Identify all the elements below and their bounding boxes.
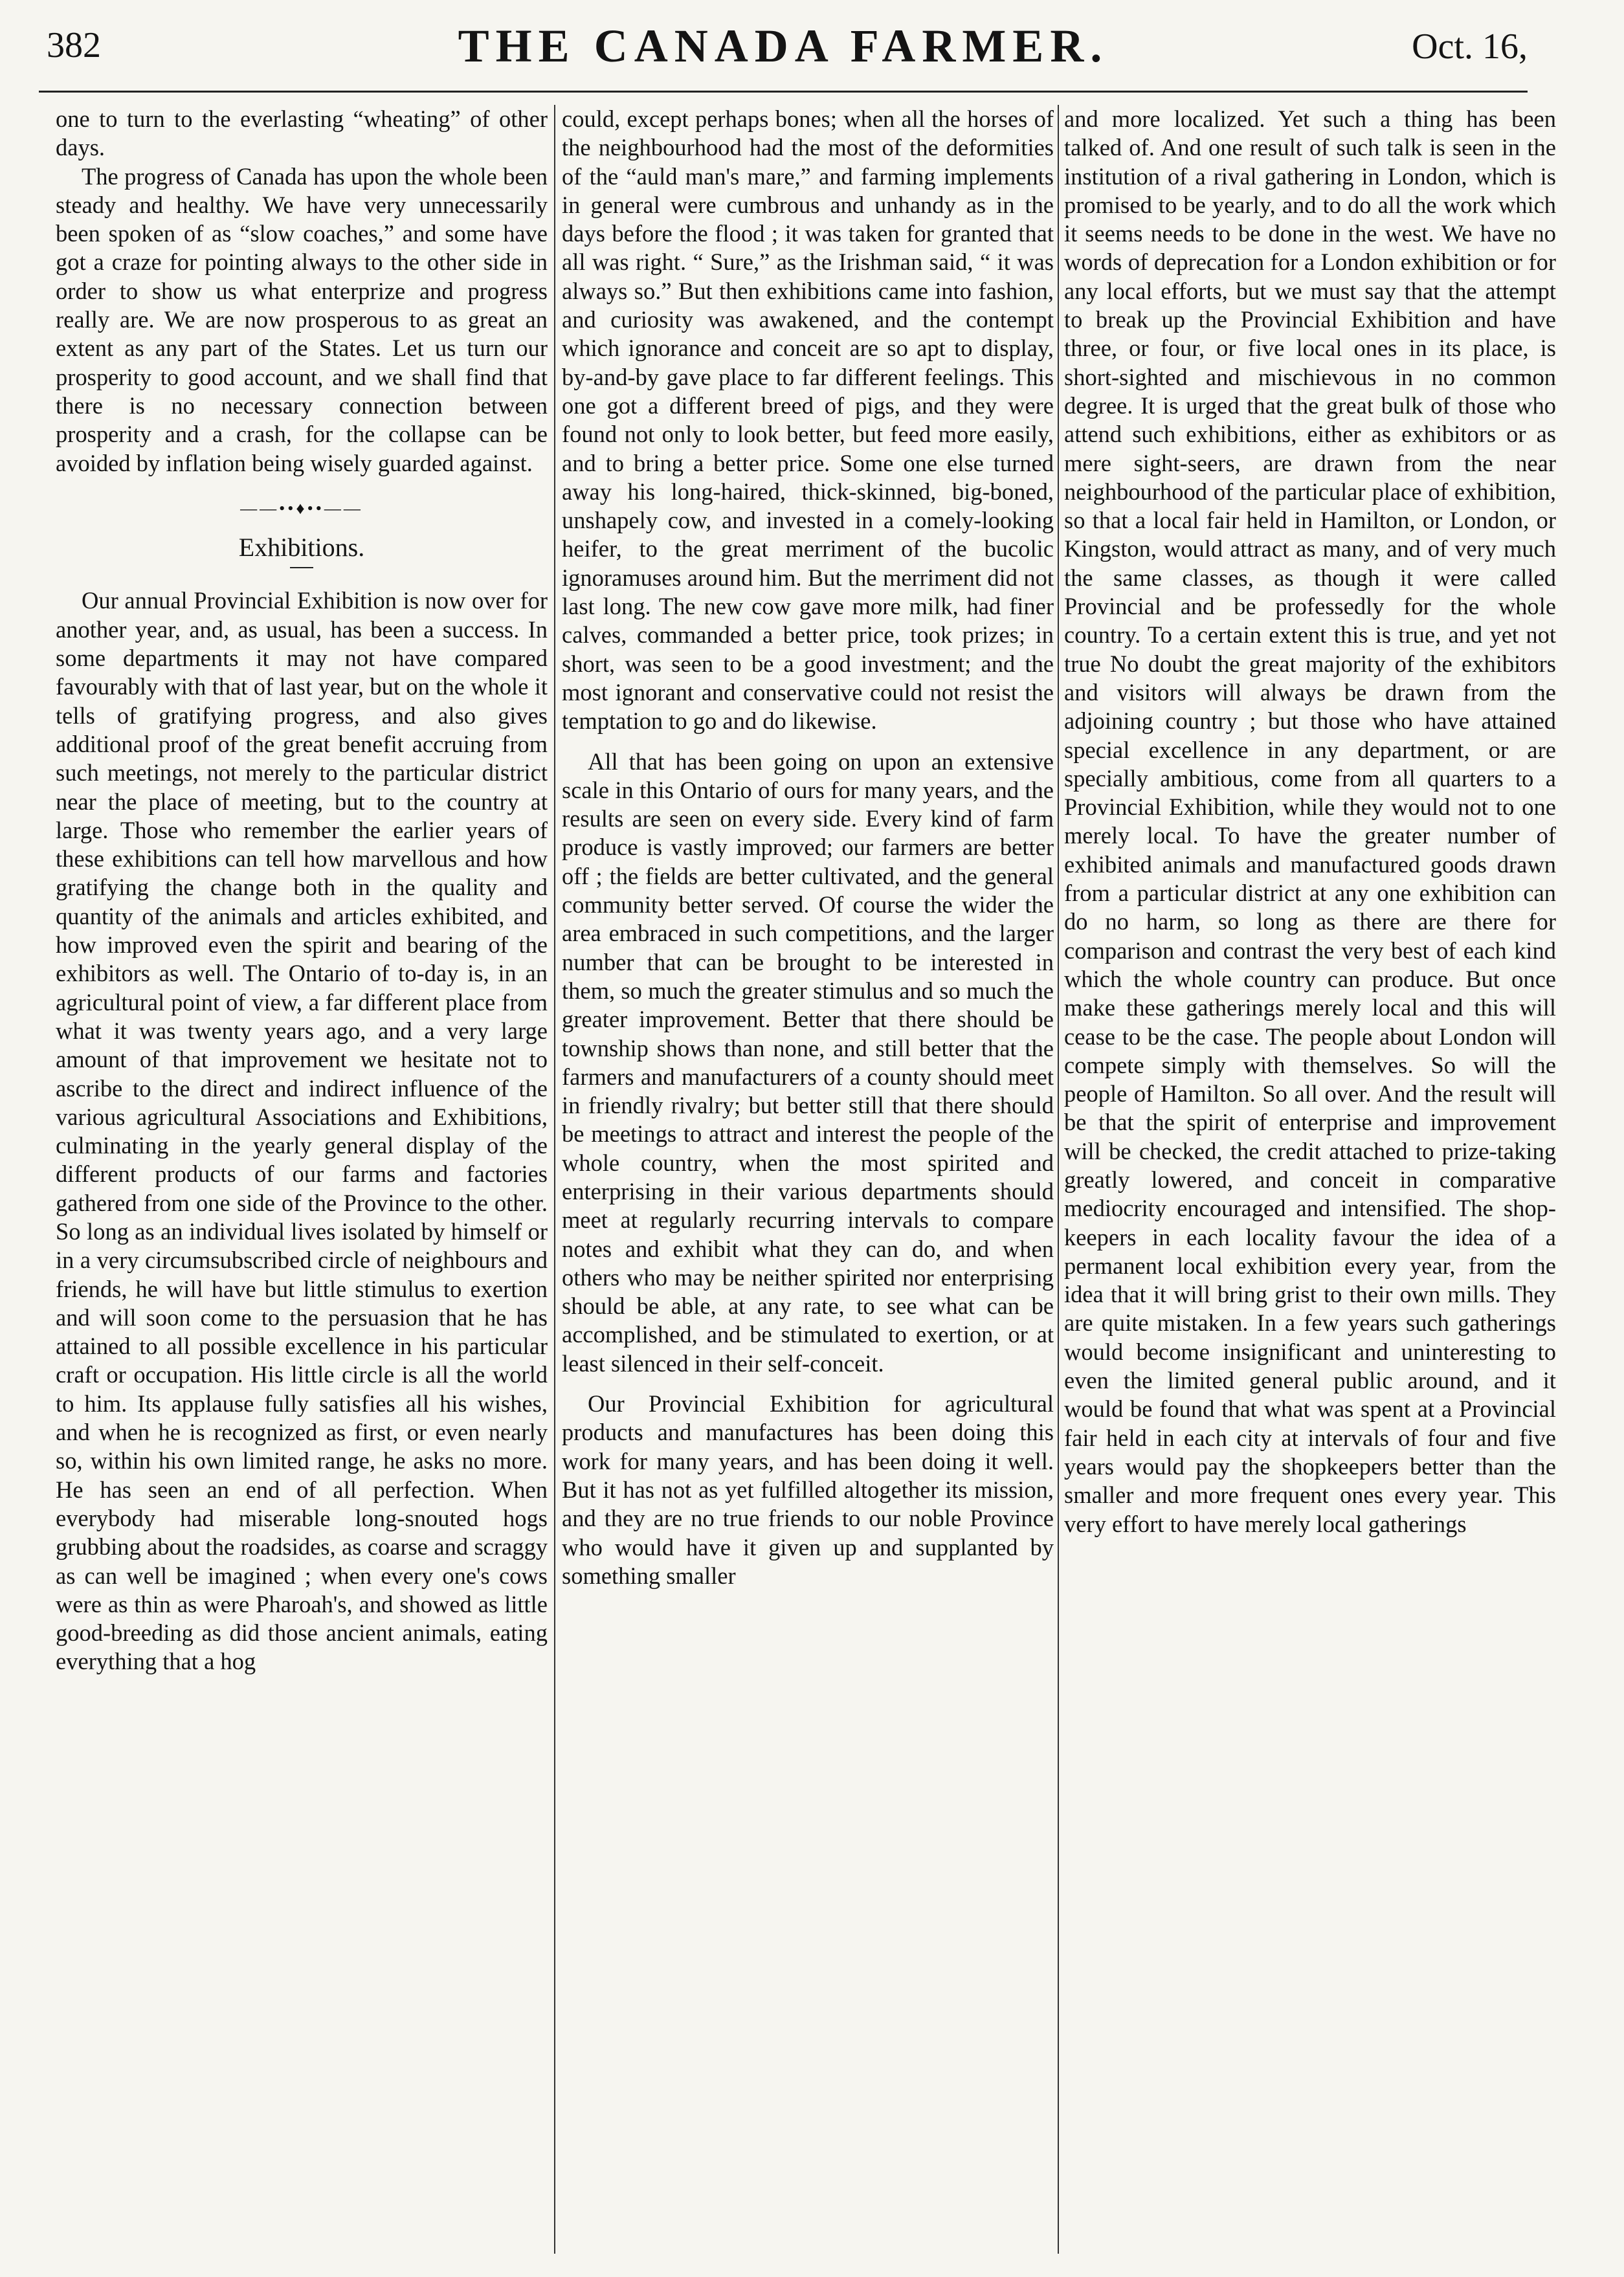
column-3 bbox=[1064, 105, 1556, 2254]
page-number: 382 bbox=[47, 25, 101, 65]
section-divider: ——••♦••—— bbox=[240, 498, 363, 518]
paragraph: Our annual Provincial Exhibition is now over for another year, and, as usual, has been a success. In some departments it may not have compared favourably with that of last year, but on the whole it tells of gratifying progress, and also gives additional proof of the great benefit accruing from such meetings, not merely to the particular district near the place of meeting, but to the country at large. Those who remember the earlier years of these exhibitions can tell how marvellous and how gratifying the change both in the quality and quantity of the animals and articles exhibited, and how improved even the spirit and bearing of the exhibitors as well. The Ontario of to-day is, in an agricultural point of view, a far different place from what it was twenty years ago, and a very large amount of that improvement we hesitate not to ascribe to the direct and indirect influence of the various agricultural Associations and Exhibitions, culminating in the yearly general display of the different products of our farms and factories gathered from one side of the Province to the other. So long as an individual lives isolated by himself or in a very circumsubscribed circle of neighbours and friends, he will have but little stimulus to exertion and will soon come to the persuasion that he has attained to all possible excellence in his particular craft or occupation. His little circle is all the world to him. Its applause fully satisfies all his wishes, and when he is recognized as first, or even nearly so, within his own limited range, he asks no more. He has seen an end of all perfection. When everybody had miserable long-snouted hogs grubbing about the roadsides, as coarse and scraggy as can well be imagined ; when every one's cows were as thin as were Pharoah's, and showed as little good-breeding as did those ancient animals, eating everything that a hog bbox=[56, 587, 548, 1675]
title-dash bbox=[290, 567, 313, 568]
column-rule bbox=[1058, 105, 1059, 2254]
section-title: Exhibitions. bbox=[238, 533, 365, 562]
paragraph: and more localized. Yet such a thing has been talked of. And one result of such talk is seen in the institution of a rival gathering in London, which is promised to be yearly, and to do all the work which it seems needs to be done in the west. We have no words of deprecation for a London exhibition or for any local efforts, but we must say that the attempt to break up the Provincial Exhibition and have three, or four, or five local ones in its place, is short-sighted and mischievous in no common degree. It is urged that the great bulk of those who attend such exhibitions, either as exhibitors or as mere sight-seers, are drawn from the near neighbourhood of the particular place of exhibition, so that a local fair held in Hamilton, or London, or Kingston, would attract as many, and of very much the same classes, as though it were called Provincial and be professedly for the whole country. To a certain extent this is true, and yet not true No doubt the great majority of the exhibitors and visitors will always be drawn from the adjoining country ; but those who have attained special excellence in any department, or are specially ambitious, come from all quarters to a Provincial Exhibition, while they would not to one merely local. To have the greater number of exhibited animals and manufactured goods drawn from a particular district at any one exhibition can do no harm, so long as there are there for comparison and contrast the very best of each kind which the whole country can produce. But once make these gatherings merely local and this will cease to be the case. The people about London will compete simply with themselves. So will the people of Hamilton. So all over. And the result will be that the spirit of enterprise and improvement will be checked, the credit attached to prize-taking greatly lowered, and conceit in comparative mediocrity encouraged and intensified. The shop-keepers in each locality favour the idea of a permanent local exhibition every year, from the idea that it will bring grist to their own mills. They are quite mistaken. In a few years such gatherings would become insignificant and uninteresting to even the limited general public around, and it would be found that what was spent at a Provincial fair held in each city at intervals of four and five years would pay the shopkeepers better than the smaller and more frequent ones every year. This very effort to have merely local gatherings bbox=[1064, 106, 1556, 1537]
paragraph: one to turn to the everlasting “wheating” of other days. bbox=[56, 106, 548, 161]
page-header bbox=[39, 19, 1528, 93]
paragraph: Our Provincial Exhibition for agricultural products and manufactures has been doing this work for many years, and has been doing it well. But it has not as yet fulfilled altogether its mission, and they are no true friends to our noble Province who would have it given up and supplanted by something smaller bbox=[562, 1390, 1054, 1589]
column-2 bbox=[562, 105, 1054, 2254]
paragraph: The progress of Canada has upon the whole been steady and healthy. We have very unnecessarily been spoken of as “slow coaches,” and some have got a craze for pointing always to the other side in order to show us what enterprize and progress really are. We are now prosperous to as great an extent as any part of the States. Let us turn our prosperity to good account, and we shall find that there is no necessary connection between prosperity and a crash, for the collapse can be avoided by inflation being wisely guarded against. bbox=[56, 162, 548, 476]
issue-date: Oct. 16, bbox=[1412, 27, 1528, 67]
paragraph: All that has been going on upon an extensive scale in this Ontario of ours for many years, and the results are seen on every side. Every kind of farm produce is vastly improved; our farmers are better off ; the fields are better cultivated, and the general community better served. Of course the wider the area embraced in such competitions, and the larger number that can be brought to be interested in them, so much the greater stimulus and so much the greater improvement. Better that there should be township shows than none, and still better that the farmers and manufacturers of a county should meet in friendly rivalry; but better still that there should be meetings to attract and interest the people of the whole country, when the most spirited and enterprising in their various departments should meet at regularly recurring intervals to compare notes and exhibit what they can do, and when others who may be neither spirited nor enterprising should be able, at any rate, to see what can be accomplished, and be stimulated to exertion, or at least silenced in their self-conceit. bbox=[562, 748, 1054, 1377]
masthead-title: THE CANADA FARMER. bbox=[458, 20, 1109, 72]
column-rule bbox=[554, 105, 555, 2254]
paragraph: could, except perhaps bones; when all the horses of the neighbourhood had the most of the deformities of the “auld man's mare,” and farming implements in general were cumbrous and unhandy as in the days before the flood ; it was taken for granted that all was right. “ Sure,” as the Irishman said, “ it was always so.” But then exhibitions came into fashion, and curiosity was awakened, and the contempt which ignorance and conceit are so apt to display, by-and-by gave place to far different feelings. This one got a different breed of pigs, and they were found not only to look better, but feed more easily, and to bring a better price. Some one else turned away his long-haired, thick-skinned, big-boned, unshapely cow, and invested in a comely-looking heifer, to the great merriment of the bucolic ignoramuses around him. But the merriment did not last long. The new cow gave more milk, had finer calves, commanded a better price, took prizes; in short, was seen to be a good investment; and the most ignorant and conservative could not resist the temptation to go and do likewise. bbox=[562, 106, 1054, 735]
column-1 bbox=[56, 105, 548, 2254]
